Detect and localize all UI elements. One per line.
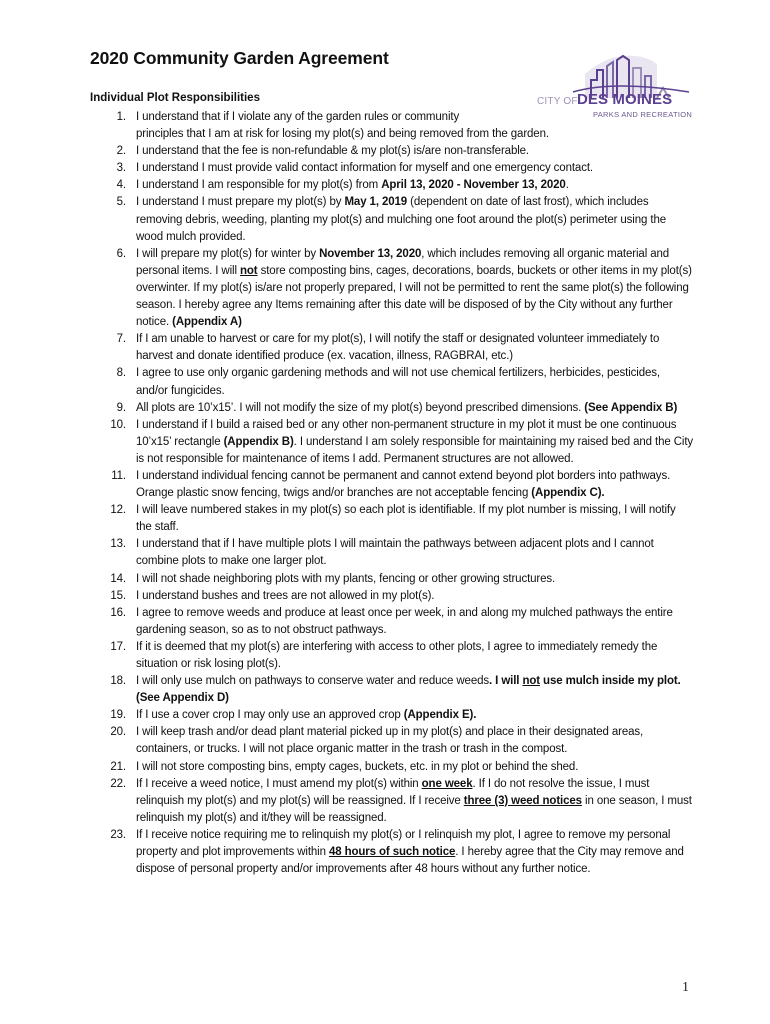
- text-run: I will not shade neighboring plots with my plants, fencing or other growing structures.: [136, 572, 556, 585]
- text-run: (Appendix A): [172, 316, 242, 329]
- list-item: [92, 639, 694, 673]
- list-item-number: 15.: [110, 589, 126, 602]
- list-item-number: 1.: [116, 111, 126, 123]
- text-run: I understand bushes and trees are not allowed in my plot(s).: [136, 589, 435, 602]
- list-item-number: 20.: [110, 726, 126, 739]
- text-run: I will not store composting bins, empty cages, buckets, etc. in my plot or behind the shed.: [136, 760, 579, 773]
- list-item-text: [136, 538, 654, 567]
- list-item: [92, 246, 694, 331]
- text-run: I agree to remove weeds and produce at least once per week, in and along my mulched pathways the entire gardening season, so as to not obstruct pathways.: [136, 606, 673, 636]
- list-item: [92, 177, 694, 194]
- page-number: 1: [682, 980, 689, 995]
- list-item-number: 13.: [110, 538, 126, 551]
- list-item-number: 6.: [116, 247, 126, 260]
- list-item: [92, 536, 694, 570]
- text-run: . I will: [489, 675, 523, 688]
- list-item-text: [136, 761, 578, 773]
- logo-city-name: DES MOINES: [577, 91, 673, 108]
- text-run: I agree to use only organic gardening methods and will not use chemical fertilizers, herbicides, pesticides, and/or fungicides.: [136, 367, 660, 397]
- text-run: All plots are 10’x15’. I will not modify the size of my plot(s) beyond prescribed dimensions.: [136, 401, 585, 414]
- list-item-number: 18.: [110, 675, 126, 688]
- document-title: 2020 Community Garden Agreement: [90, 48, 389, 68]
- list-item: [92, 502, 694, 536]
- text-run: November 13, 2020: [319, 247, 422, 260]
- logo-tagline: PARKS AND RECREATION: [593, 110, 693, 119]
- text-run: I understand if I build a raised bed or any other non-permanent structure in my plot it must be one continuous 10’x15’ rectangle: [136, 418, 677, 448]
- list-item-text: [136, 419, 693, 465]
- list-item-text: [136, 675, 681, 704]
- list-item-text: [136, 504, 676, 533]
- list-item: [92, 605, 694, 639]
- text-run: not: [239, 264, 258, 277]
- text-run: May 1, 2019: [344, 196, 408, 209]
- list-item-number: 8.: [116, 367, 126, 380]
- list-item-text: [136, 709, 476, 721]
- text-run: I understand individual fencing cannot be permanent and cannot extend beyond plot borders into pathways. Orange plastic snow fencing, twigs and/or branches are not acceptable fencing: [136, 469, 671, 500]
- list-item-text: [136, 179, 569, 191]
- text-run: . I understand I am solely responsible for maintaining my raised bed and the City is not responsible for maintenance of items I add. Permanent structures are not allowed.: [136, 435, 694, 465]
- list-item-text: [136, 402, 677, 414]
- list-item-number: 23.: [110, 828, 126, 841]
- text-run: I understand I must provide valid contact information for myself and one emergency contact.: [136, 162, 593, 175]
- list-item: [92, 724, 694, 758]
- text-run: I will prepare my plot(s) for winter by: [136, 247, 320, 260]
- section-heading: Individual Plot Responsibilities: [90, 92, 260, 104]
- list-item-text: [136, 590, 434, 602]
- text-run: (Appendix B): [223, 435, 294, 448]
- list-item-number: 12.: [110, 504, 126, 517]
- text-run: use mulch inside my plot. (See Appendix D): [136, 675, 681, 705]
- list-item-number: 21.: [110, 760, 126, 773]
- text-run: (Appendix C).: [531, 487, 605, 500]
- list-item: [92, 400, 694, 417]
- text-run: I understand I am responsible for my plot(s) from: [136, 179, 382, 192]
- text-run: If it is deemed that my plot(s) are interfering with access to other plots, I agree to immediately remedy the situation or risk losing plot(s).: [136, 640, 658, 670]
- list-item-text: [136, 829, 684, 875]
- text-run: not: [522, 675, 540, 688]
- list-item: [92, 759, 694, 776]
- text-run: If I use a cover crop I may only use an approved crop: [136, 709, 404, 722]
- text-run: .: [565, 179, 569, 192]
- list-item: [92, 707, 694, 724]
- list-item-number: 17.: [110, 640, 126, 653]
- text-run: I understand that if I have multiple plots I will maintain the pathways between adjacent plots and I cannot combine plots to make one larger plot.: [136, 538, 654, 568]
- text-run: If I receive notice requiring me to relinquish my plot(s) or I relinquish my plot, I agree to remove my personal property and plot improvements within: [136, 828, 671, 859]
- text-run: one week: [421, 777, 473, 790]
- list-item-text: [136, 196, 666, 242]
- list-item-text: [136, 248, 692, 328]
- list-item-number: 4.: [116, 179, 126, 192]
- text-run: I understand I must prepare my plot(s) by: [136, 196, 345, 209]
- list-item-number: 19.: [110, 709, 126, 722]
- text-run: 48 hours of such notice: [328, 846, 456, 859]
- list-item-number: 16.: [110, 606, 126, 619]
- list-item-text: [136, 367, 660, 396]
- list-item: [92, 331, 694, 365]
- list-item: [92, 468, 694, 502]
- list-item-number: 10.: [110, 418, 126, 431]
- responsibilities-list: [92, 109, 694, 878]
- logo-city-of-text: CITY OF: [537, 96, 578, 107]
- list-item-number: 7.: [116, 333, 126, 346]
- text-run: If I receive a weed notice, I must amend my plot(s) within: [136, 777, 422, 790]
- list-item-text: [136, 162, 593, 174]
- text-run: in one season, I must relinquish my plot(s) and it/they will be reassigned.: [136, 794, 692, 824]
- list-item-text: [136, 573, 555, 585]
- text-run: I will leave numbered stakes in my plot(s) so each plot is identifiable. If my plot number is missing, I will notify the staff.: [136, 504, 676, 534]
- list-item-text: [136, 111, 549, 140]
- text-run: , which includes removing all organic material and personal items. I will: [136, 247, 670, 277]
- list-item-number: 11.: [111, 469, 126, 482]
- list-item: [92, 673, 694, 707]
- text-run: (Appendix E).: [403, 709, 477, 722]
- text-run: I understand that if I violate any of the garden rules or community: [136, 111, 460, 123]
- list-item: [92, 143, 694, 160]
- list-item: [92, 194, 694, 245]
- list-item: [92, 109, 694, 143]
- list-item-number: 2.: [116, 145, 126, 158]
- text-run: . I hereby agree that the City may remove and dispose of personal property and/or improvements after 48 hours without any further notice.: [136, 846, 684, 876]
- text-run: If I am unable to harvest or care for my plot(s), I will notify the staff or designated volunteer immediately to harvest and donate identified produce (ex. vacation, illness, RAGBRAI, etc.): [136, 333, 660, 363]
- text-run: I will only use mulch on pathways to conserve water and reduce weeds: [136, 675, 490, 688]
- text-run: (See Appendix B): [584, 401, 678, 414]
- list-item-number: 22.: [110, 777, 126, 790]
- text-run: I understand that the fee is non-refundable & my plot(s) is/are non-transferable.: [136, 145, 530, 158]
- list-item-text: [136, 778, 692, 824]
- list-item: [92, 571, 694, 588]
- list-item-number: 5.: [116, 196, 126, 209]
- list-item-text: [136, 726, 643, 755]
- text-run: (dependent on date of last frost), which includes removing debris, weeding, planting my plot(s) and mulching one foot around the plot(s) perimeter using the wood mulch provided.: [136, 196, 666, 243]
- text-run: principles that I am at risk for losing my plot(s) and being removed from the garden.: [136, 128, 549, 141]
- list-item-text: [136, 641, 657, 670]
- list-item-number: 14.: [110, 572, 126, 585]
- list-item-text: [136, 470, 670, 499]
- text-run: store composting bins, cages, decorations, boards, buckets or other items in my plot(s) overwinter. If my plot(s) is/are not properly prepared, I will not be permitted to rent the same plot(s) the following season. I hereby agree any Items remaining after this date will be disposed of by the City without any further notice.: [136, 264, 692, 329]
- list-item-number: 9.: [116, 401, 126, 414]
- list-item: [92, 776, 694, 827]
- list-item-text: [136, 607, 673, 636]
- text-run: April 13, 2020 - November 13, 2020: [381, 179, 566, 192]
- list-item-text: [136, 333, 659, 362]
- list-item: [92, 588, 694, 605]
- list-item-text: [136, 145, 529, 157]
- list-item: [92, 827, 694, 878]
- list-item: [92, 160, 694, 177]
- text-run: three (3) weed notices: [463, 794, 582, 807]
- list-item: [92, 417, 694, 468]
- text-run: I will keep trash and/or dead plant material picked up in my plot(s) and place in their designated areas, containers, or trucks. I will not place organic matter in the trash or trash in the compost.: [136, 726, 644, 756]
- list-item: [92, 365, 694, 399]
- list-item-number: 3.: [116, 162, 126, 175]
- text-run: . If I do not resolve the issue, I must relinquish my plot(s) and my plot(s) will be reassigned. If I receive: [136, 777, 650, 807]
